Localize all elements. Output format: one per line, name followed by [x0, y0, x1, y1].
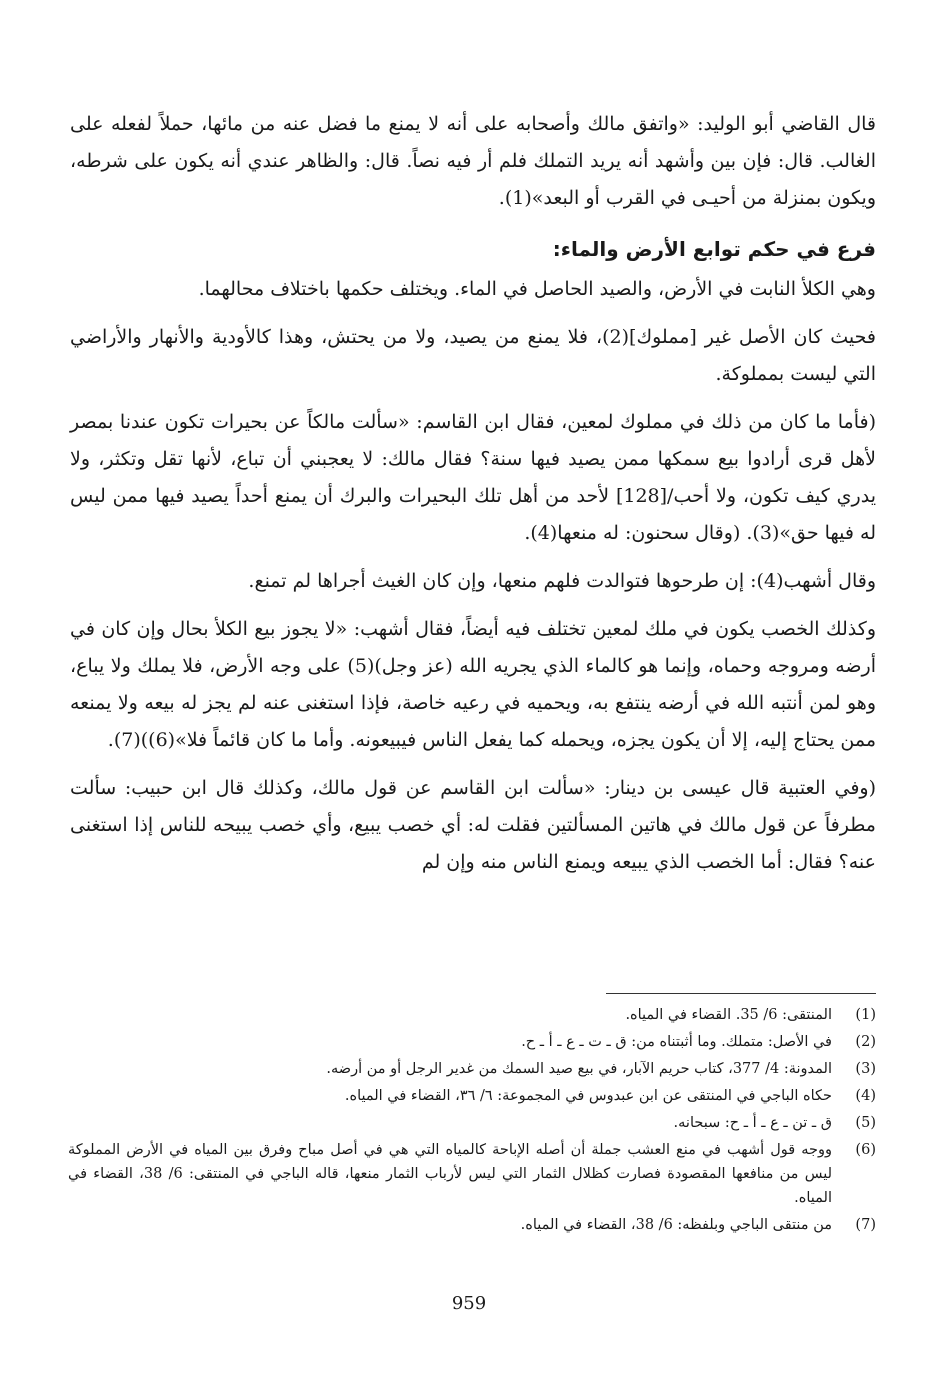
paragraph: فحيث كان الأصل غير [مملوك](2)، فلا يمنع من يصيد، ولا من يحتش، وهذا كالأودية والأنهار والأراضي التي ليست بمملوكة. — [70, 326, 876, 385]
footnote-divider — [606, 993, 876, 994]
footnotes — [68, 1003, 876, 1240]
paragraph: وهي الكلأ النابت في الأرض، والصيد الحاصل في الماء. ويختلف حكمها باختلاف محالهما. — [198, 278, 876, 300]
footnote-text: من منتقى الباجي وبلفظه: 6/ 38، القضاء في المياه. — [520, 1217, 832, 1233]
footnote — [68, 1111, 876, 1135]
main-text — [70, 106, 876, 881]
paragraph: وقال أشهب(4): إن طرحوها فتوالدت فلهم منعها، وإن كان الغيث أجراها لم تمنع. — [248, 570, 876, 592]
footnote-text: حكاه الباجي في المنتقى عن ابن عبدوس في المجموعة: ٦/ ٣٦، القضاء في المياه. — [344, 1088, 832, 1104]
paragraph: (فأما ما كان من ذلك في مملوك لمعين، فقال ابن القاسم: «سألت مالكاً عن بحيرات تكون عندنا بمصر لأهل قرى أرادوا بيع سمكها ممن يصيد فيها سنة؟ فقال مالك: لا يعجبني أن تباع، لأنها تقل وتكثر، ولا يدري كيف تكون، ولا أحب/[128] لأحد من أهل تلك البحيرات والبرك أن يمنع أحداً يصيد فيها ممن ليس له فيها حق»(3). (وقال سحنون: له منعها(4). — [70, 411, 876, 544]
footnote-number: (6) — [855, 1142, 876, 1158]
footnote-number: (4) — [855, 1088, 876, 1104]
footnote-text: المنتقى: 6/ 35. القضاء في المياه. — [625, 1007, 832, 1023]
footnote — [68, 1030, 876, 1054]
paragraph: (وفي العتبية قال عيسى بن دينار: «سألت ابن القاسم عن قول مالك، وكذلك قال ابن حبيب: سألت مطرفاً عن قول مالك في هاتين المسألتين فقلت له: أي خصب يبيع، وأي خصب يبيحه للناس إذا استغنى عنه؟ فقال: أما الخصب الذي يبيعه ويمنع الناس منه وإن لم — [70, 777, 876, 873]
footnote-number: (1) — [855, 1007, 876, 1023]
footnote — [68, 1213, 876, 1237]
footnote-text: المدونة: 4/ 377، كتاب حريم الآبار، في بيع صيد السمك من غدير الرجل أو من أرضه. — [326, 1061, 832, 1077]
paragraph: قال القاضي أبو الوليد: «واتفق مالك وأصحابه على أنه لا يمنع ما فضل عنه من مائها، حملاً لفعله على الغالب. قال: فإن بين وأشهد أنه يريد التملك فلم أر فيه نصاً. قال: والظاهر عندي أنه يكون على شرطه، ويكون بمنزلة من أحيـى في القرب أو البعد»(1). — [70, 113, 876, 209]
footnote-number: (3) — [855, 1061, 876, 1077]
footnote-text: ق ـ تن ـ ع ـ أ ـ ح: سبحانه. — [673, 1115, 832, 1131]
footnote-text: ووجه قول أشهب في منع العشب جملة أن أصله الإباحة كالمياه التي هي في أصل مباح وفرق بين المياه في الأرض المملوكة ليس من منافعها المقصودة فصارت كظلال الثمار التي ليس لأرباب الثمار منعها، قاله الباجي في المنتقى: 6/ 38، القضاء في المياه. — [68, 1142, 832, 1206]
section-heading: فرع في حكم توابع الأرض والماء: — [552, 237, 876, 261]
footnote — [68, 1057, 876, 1081]
footnote-number: (2) — [855, 1034, 876, 1050]
footnote-text: في الأصل: متملك. وما أثبتناه من: ق ـ ت ـ ع ـ أ ـ ح. — [521, 1034, 832, 1050]
footnote — [68, 1003, 876, 1027]
paragraph: وكذلك الخصب يكون في ملك لمعين تختلف فيه أيضاً، فقال أشهب: «لا يجوز بيع الكلأ بحال وإن كان في أرضه ومروجه وحماه، وإنما هو كالماء الذي يجريه الله (عز وجل)(5) على وجه الأرض، فلا يملك ولا يباع، وهو لمن أنتبه الله في أرضه ينتفع به، ويحميه في رعيه خاصة، فإذا استغنى عنه لم يجز له بيعه ولا يمنعه ممن يحتاج إليه، إلا أن يكون يجزه، ويحمله كما يفعل الناس فيبيعونه. وأما ما كان قائماً فلا»(6))(7). — [70, 618, 876, 751]
footnote-number: (5) — [855, 1115, 876, 1131]
footnote-number: (7) — [855, 1217, 876, 1233]
page-number: 959 — [451, 1293, 487, 1314]
footnote — [68, 1084, 876, 1108]
footnote — [68, 1138, 876, 1210]
